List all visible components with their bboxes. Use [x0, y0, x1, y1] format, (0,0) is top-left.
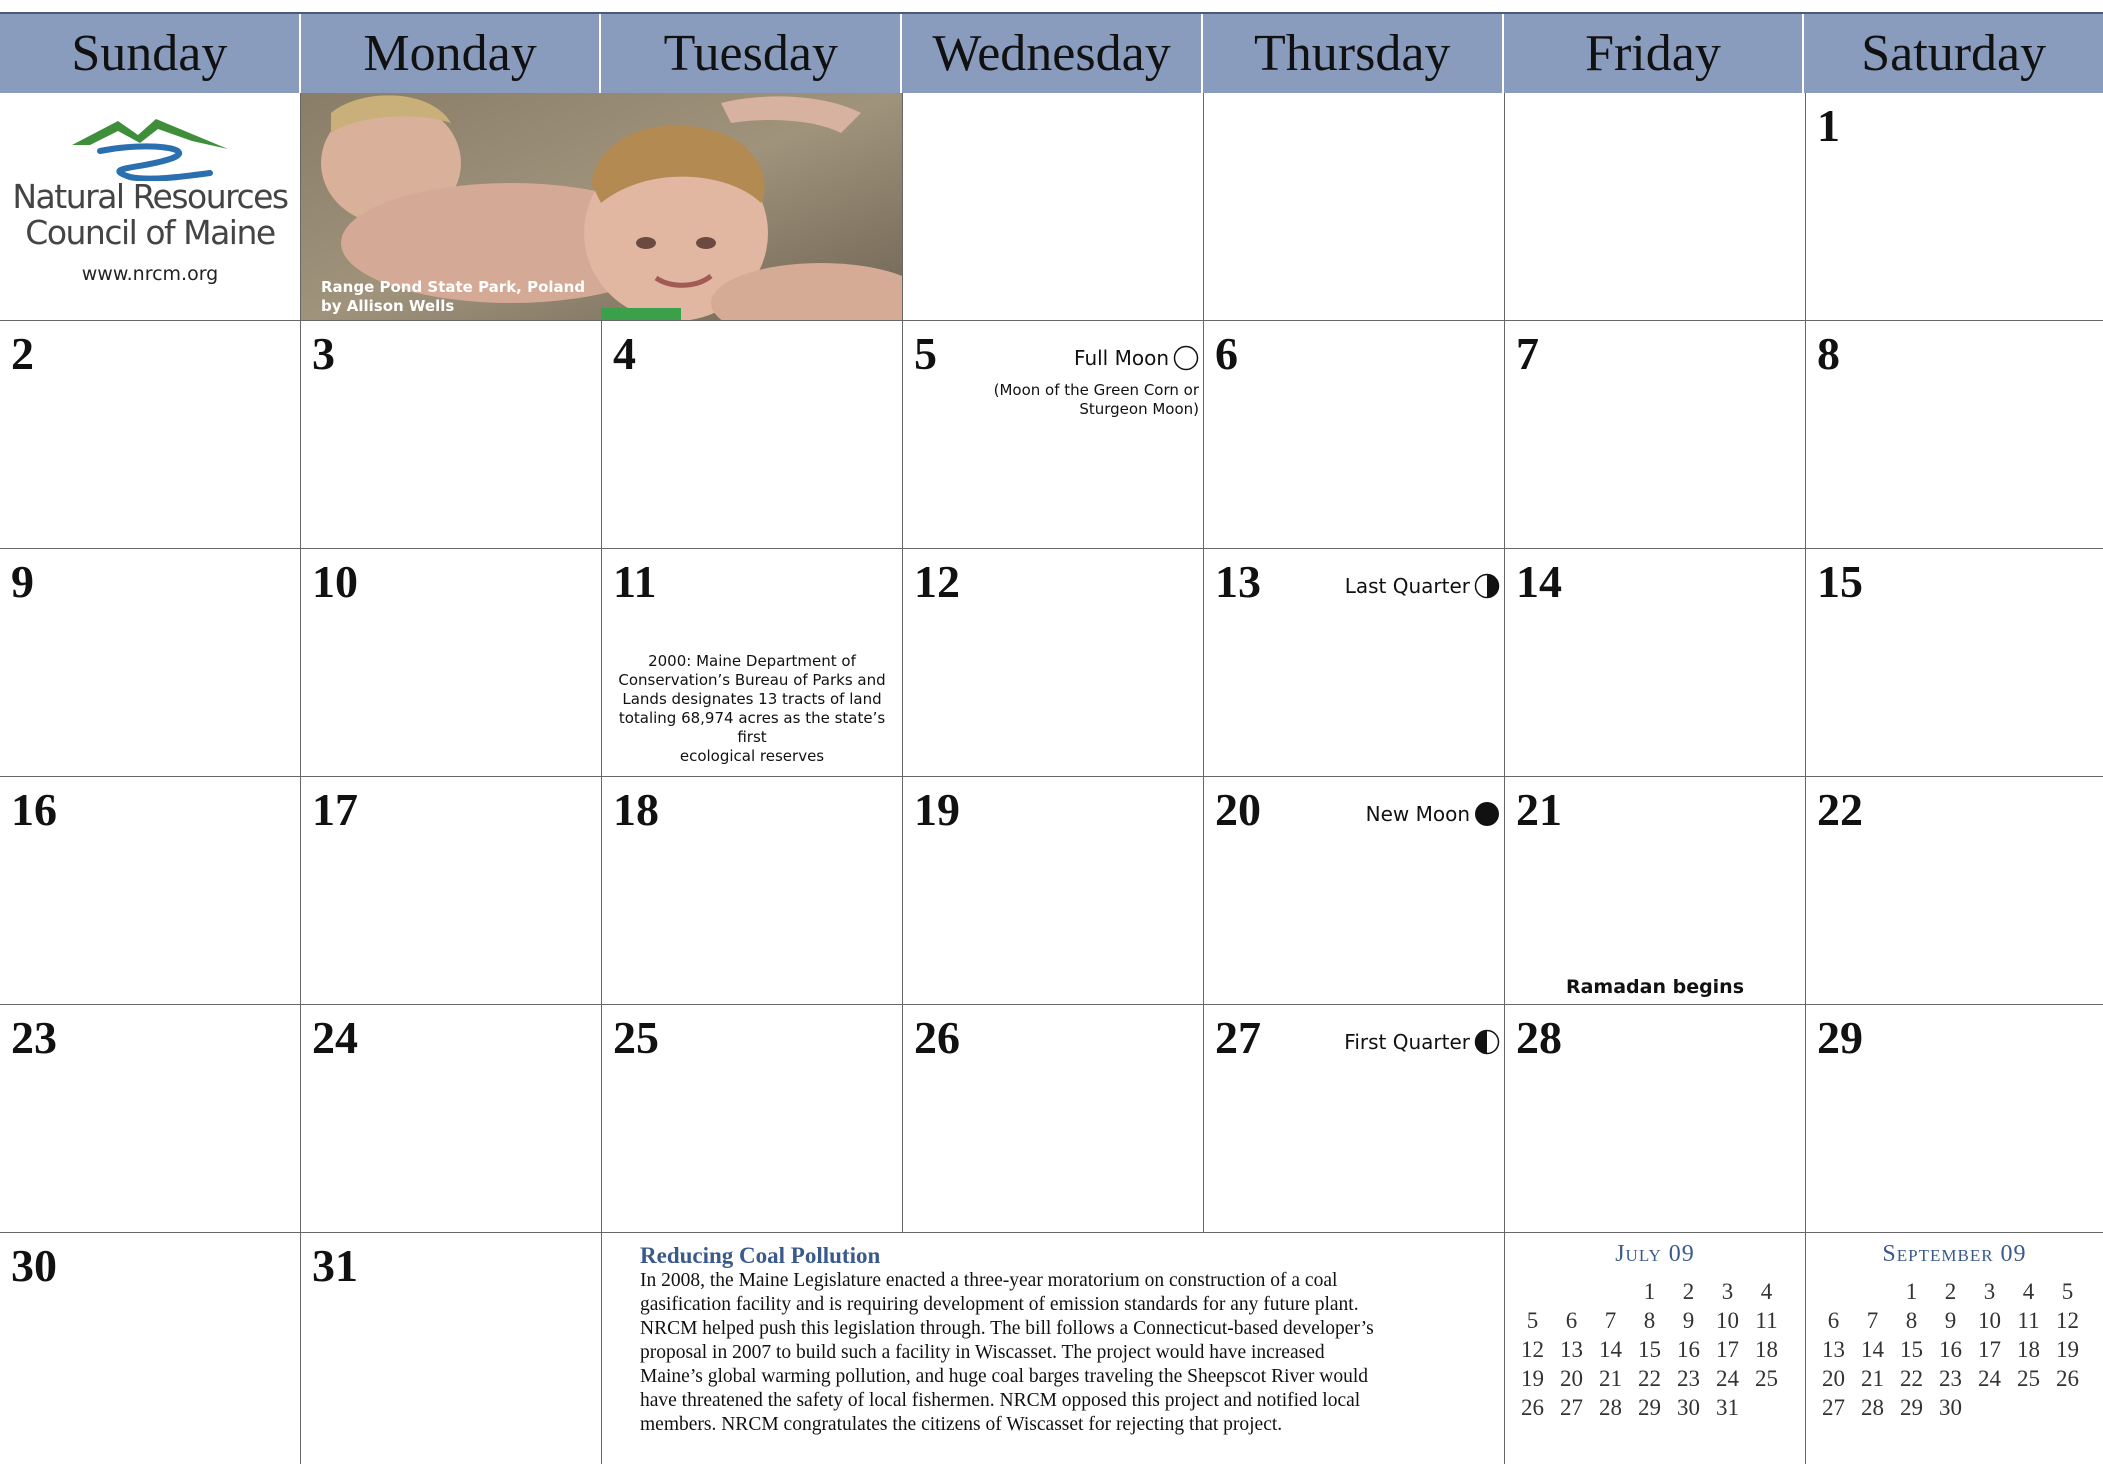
weekday-header: [0, 14, 2103, 93]
day-number: 1: [1817, 100, 1840, 151]
day-cell-10: [301, 549, 602, 777]
mini-calendar-day: 6: [1827, 1308, 1840, 1333]
day-cell-20: [1204, 777, 1505, 1005]
mini-calendar-day: 25: [2017, 1366, 2040, 1391]
day-number: 17: [312, 784, 358, 835]
photo-caption: [321, 278, 585, 316]
article-line: In 2008, the Maine Legislature enacted a three-year moratorium on construction of a coal: [640, 1270, 1338, 1291]
mini-calendar-blank: [1591, 1279, 1630, 1308]
day-cell-28: [1505, 1005, 1806, 1233]
mini-calendar-day: 19: [1521, 1366, 1544, 1391]
day-cell-5: [903, 321, 1204, 549]
mini-calendar-day: 14: [1861, 1337, 1884, 1362]
mini-calendar-day: 5: [1526, 1308, 1539, 1333]
first-quarter-label: [1344, 1029, 1500, 1055]
day-cell-31: [301, 1233, 602, 1464]
day-number: 11: [613, 556, 657, 607]
mini-calendar-day: 8: [1643, 1308, 1656, 1333]
mini-calendar-day: 24: [1978, 1366, 2001, 1391]
mini-calendar-day: 3: [1983, 1279, 1996, 1304]
mini-calendar-day: 30: [1677, 1395, 1700, 1420]
mini-calendar-day: 6: [1565, 1308, 1578, 1333]
mini-calendar-day: 11: [1755, 1308, 1778, 1333]
article-line: NRCM helped push this legislation through. The bill follows a Connecticut-based developer’s: [640, 1318, 1374, 1339]
mini-calendar-day: 23: [1677, 1366, 1700, 1391]
day-cell-empty: [1505, 93, 1806, 321]
day-number: 5: [914, 328, 937, 379]
day-number: 24: [312, 1012, 358, 1063]
mini-calendar-days: [1814, 1279, 2087, 1424]
day-number: 8: [1817, 328, 1840, 379]
day-number: 19: [914, 784, 960, 835]
mini-calendar-day: 21: [1861, 1366, 1884, 1391]
mini-calendar-day: 5: [2061, 1279, 2074, 1304]
mini-calendar-day: 19: [2056, 1337, 2079, 1362]
day-number: 31: [312, 1240, 358, 1291]
mini-calendar-day: 17: [1716, 1337, 1739, 1362]
first-quarter-text: First Quarter: [1344, 1030, 1470, 1054]
first-quarter-moon-icon: [1474, 1029, 1500, 1055]
mini-calendar-day: 16: [1939, 1337, 1962, 1362]
day-number: 10: [312, 556, 358, 607]
logo-cell: [0, 93, 301, 321]
mini-calendar-day: 10: [1978, 1308, 2001, 1333]
day-cell-13: [1204, 549, 1505, 777]
day-number: 2: [11, 328, 34, 379]
mini-calendar-day: 29: [1900, 1395, 1923, 1420]
day-cell-empty: [903, 93, 1204, 321]
day-cell-14: [1505, 549, 1806, 777]
last-quarter-moon-icon: [1474, 573, 1500, 599]
caption-line1: Range Pond State Park, Poland: [321, 278, 586, 296]
mini-calendar-day: 30: [1939, 1395, 1962, 1420]
mini-calendar-blank: [1513, 1279, 1552, 1308]
new-moon-icon: [1474, 801, 1500, 827]
full-moon-note: [994, 381, 1199, 419]
day-cell-1: [1806, 93, 2103, 321]
mini-calendar-day: 7: [1604, 1308, 1617, 1333]
mini-calendar-day: 27: [1560, 1395, 1583, 1420]
day-cell-4: [602, 321, 903, 549]
day-cell-22: [1806, 777, 2103, 1005]
mini-calendar-day: 23: [1939, 1366, 1962, 1391]
mini-calendar-day: 1: [1643, 1279, 1656, 1304]
day-number: 18: [613, 784, 659, 835]
day-cell-21: [1505, 777, 1806, 1005]
ramadan-event: Ramadan begins: [1565, 976, 1745, 998]
day-cell-25: [602, 1005, 903, 1233]
mini-calendar-day: 25: [1755, 1366, 1778, 1391]
mini-calendar-day: 3: [1721, 1279, 1734, 1304]
day-cell-30: [0, 1233, 301, 1464]
mini-calendar-day: 9: [1682, 1308, 1695, 1333]
day-number: 6: [1215, 328, 1238, 379]
nrcm-logo: [0, 93, 300, 320]
day-cell-17: [301, 777, 602, 1005]
mini-calendar-day: 11: [2017, 1308, 2040, 1333]
article-line: have threatened the safety of local fishermen. NRCM opposed this project and notified local: [640, 1390, 1361, 1411]
mini-calendar-title: July 09: [1615, 1241, 1695, 1267]
day-number: 30: [11, 1240, 57, 1291]
day-cell-6: [1204, 321, 1505, 549]
mini-calendar-day: 18: [1755, 1337, 1778, 1362]
mini-calendar-day: 9: [1944, 1308, 1957, 1333]
mini-calendar-july: [1505, 1233, 1806, 1464]
weekday-friday: Friday: [1504, 14, 1805, 93]
day-cell-7: [1505, 321, 1806, 549]
mini-calendar-day: 2: [1944, 1279, 1957, 1304]
day-number: 26: [914, 1012, 960, 1063]
mini-calendar-day: 14: [1599, 1337, 1622, 1362]
day-number: 25: [613, 1012, 659, 1063]
day-cell-16: [0, 777, 301, 1005]
day-cell-23: [0, 1005, 301, 1233]
full-moon-text: Full Moon: [1074, 346, 1169, 370]
mini-calendar-day: 13: [1822, 1337, 1845, 1362]
mini-calendar-day: 18: [2017, 1337, 2040, 1362]
mini-calendar-day: 10: [1716, 1308, 1739, 1333]
day-number: 12: [914, 556, 960, 607]
mini-calendar-day: 26: [2056, 1366, 2079, 1391]
event-line: Lands designates 13 tracts of land: [622, 690, 882, 708]
mini-calendar-day: 26: [1521, 1395, 1544, 1420]
event-line: totaling 68,974 acres as the state’s first: [618, 709, 886, 746]
mini-calendar-day: 21: [1599, 1366, 1622, 1391]
article-title: Reducing Coal Pollution: [640, 1243, 881, 1268]
mini-calendar-day: 7: [1866, 1308, 1879, 1333]
mini-calendar-day: 28: [1861, 1395, 1884, 1420]
weekday-thursday: Thursday: [1203, 14, 1504, 93]
day-cell-29: [1806, 1005, 2103, 1233]
new-moon-label: [1366, 801, 1500, 827]
mini-calendar-day: 12: [2056, 1308, 2079, 1333]
mini-calendar-day: 27: [1822, 1395, 1845, 1420]
day-cell-19: [903, 777, 1204, 1005]
mini-calendar-day: 15: [1900, 1337, 1923, 1362]
month-grid: [0, 93, 2103, 1464]
mini-calendar-day: 12: [1521, 1337, 1544, 1362]
day-cell-18: [602, 777, 903, 1005]
mini-calendar-day: 28: [1599, 1395, 1622, 1420]
caption-line2: by Allison Wells: [321, 297, 455, 315]
mini-calendar-day: 31: [1716, 1395, 1739, 1420]
logo-line2: Council of Maine: [25, 213, 275, 252]
weekday-saturday: Saturday: [1861, 25, 2047, 82]
mini-calendar-day: 1: [1905, 1279, 1918, 1304]
day-number: 21: [1516, 784, 1562, 835]
article-line: members. NRCM congratulates the citizens of Wiscasset for rejecting that project.: [640, 1414, 1283, 1435]
day-number: 7: [1516, 328, 1539, 379]
new-moon-text: New Moon: [1365, 802, 1470, 826]
full-moon-note-line1: (Moon of the Green Corn or: [993, 381, 1199, 399]
full-moon-label: [1074, 345, 1199, 371]
day-cell-11: [602, 549, 903, 777]
day-number: 14: [1516, 556, 1562, 607]
article-line: gasification facility and is requiring development of emission standards for any future plant.: [640, 1294, 1359, 1315]
mini-calendar-days: [1513, 1279, 1786, 1424]
day-cell-3: [301, 321, 602, 549]
mini-calendar-day: 13: [1560, 1337, 1583, 1362]
mini-calendar-day: 17: [1978, 1337, 2001, 1362]
mini-calendar-day: 29: [1638, 1395, 1661, 1420]
weekday-tuesday: Tuesday: [601, 14, 902, 93]
last-quarter-text: Last Quarter: [1344, 574, 1470, 598]
day-cell-26: [903, 1005, 1204, 1233]
mountain-river-icon: [60, 111, 240, 181]
day-number: 16: [11, 784, 57, 835]
day-cell-24: [301, 1005, 602, 1233]
mini-calendar-day: 20: [1560, 1366, 1583, 1391]
article-line: proposal in 2007 to build such a facility in Wiscasset. The project would have increased: [640, 1342, 1325, 1363]
day-cell-empty: [1204, 93, 1505, 321]
day-cell-27: [1204, 1005, 1505, 1233]
mini-calendar-day: 8: [1905, 1308, 1918, 1333]
day-cell-15: [1806, 549, 2103, 777]
photo-range-pond: [301, 93, 903, 321]
weekday-wednesday: Wednesday: [902, 14, 1203, 93]
day-number: 20: [1215, 784, 1261, 835]
day-cell-2: [0, 321, 301, 549]
logo-url: www.nrcm.org: [81, 263, 219, 285]
article-body: [640, 1269, 1500, 1437]
weekday-sunday: Sunday: [0, 14, 301, 93]
day-number: 27: [1215, 1012, 1261, 1063]
day-cell-8: [1806, 321, 2103, 549]
mini-calendar-day: 4: [1760, 1279, 1773, 1304]
mini-calendar-day: 24: [1716, 1366, 1739, 1391]
day-number: 15: [1817, 556, 1863, 607]
day-number: 3: [312, 328, 335, 379]
mini-calendar-day: 16: [1677, 1337, 1700, 1362]
mini-calendar-september: [1806, 1233, 2103, 1464]
event-line: ecological reserves: [679, 747, 825, 765]
day-number: 23: [11, 1012, 57, 1063]
article-panel: [602, 1233, 1505, 1464]
logo-line1: Natural Resources: [12, 177, 288, 216]
full-moon-icon: [1173, 345, 1199, 371]
ecological-reserves-event: [610, 652, 894, 766]
full-moon-note-line2: Sturgeon Moon): [1079, 400, 1199, 418]
day-number: 4: [613, 328, 636, 379]
mini-calendar-day: 22: [1638, 1366, 1661, 1391]
day-number: 29: [1817, 1012, 1863, 1063]
day-cell-12: [903, 549, 1204, 777]
last-quarter-label: [1345, 573, 1500, 599]
day-number: 9: [11, 556, 34, 607]
mini-calendar-blank: [1552, 1279, 1591, 1308]
day-number: 22: [1817, 784, 1863, 835]
mini-calendar-day: 2: [1682, 1279, 1695, 1304]
mini-calendar-day: 15: [1638, 1337, 1661, 1362]
mini-calendar-day: 4: [2022, 1279, 2035, 1304]
mini-calendar-title: September 09: [1882, 1241, 2027, 1267]
event-line: 2000: Maine Department of: [648, 652, 856, 670]
mini-calendar-day: 20: [1822, 1366, 1845, 1391]
day-number: 28: [1516, 1012, 1562, 1063]
weekday-monday: Monday: [301, 14, 602, 93]
mini-calendar-blank: [1814, 1279, 1853, 1308]
event-line: Conservation’s Bureau of Parks and: [618, 671, 886, 689]
mini-calendar-day: 22: [1900, 1366, 1923, 1391]
mini-calendar-blank: [1853, 1279, 1892, 1308]
day-number: 13: [1215, 556, 1261, 607]
article-line: Maine’s global warming pollution, and huge coal barges traveling the Sheepscot River would: [640, 1366, 1369, 1387]
day-cell-9: [0, 549, 301, 777]
